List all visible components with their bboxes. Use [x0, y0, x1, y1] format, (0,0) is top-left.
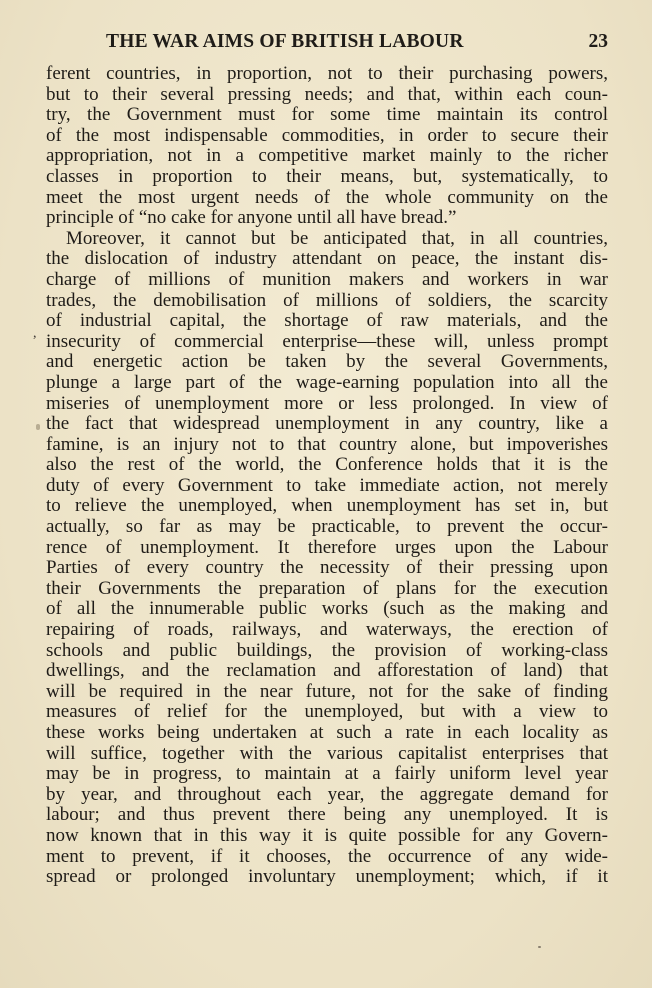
- page-number: 23: [588, 31, 608, 52]
- text-line: Moreover, it cannot but be anticipated that, in all countries,: [66, 227, 608, 249]
- text-line: miseries of unemployment more or less prolonged. In view of: [46, 392, 608, 414]
- text-line: trades, the demobilisation of millions of soldiers, the scarcity: [46, 289, 608, 311]
- text-line: classes in proportion to their means, but, systematically, to: [46, 165, 608, 187]
- text-line: these works being undertaken at such a rate in each locality as: [46, 722, 608, 743]
- text-line: measures of relief for the unemployed, but with a view to: [46, 701, 608, 723]
- body-text: [46, 64, 608, 888]
- text-line: may be in progress, to maintain at a fairly uniform level year: [46, 763, 608, 785]
- text-line: famine, is an injury not to that country alone, but impoverishes: [46, 433, 608, 455]
- text-line: Parties of every country the necessity of their pressing upon: [46, 557, 608, 579]
- text-line: meet the most urgent needs of the whole community on the: [46, 186, 608, 208]
- running-title: THE WAR AIMS OF BRITISH LABOUR: [106, 31, 464, 52]
- text-line: plunge a large part of the wage-earning population into all the: [46, 371, 608, 393]
- text-line: duty of every Government to take immediate action, not merely: [46, 474, 608, 496]
- text-line: labour; and thus prevent there being any unemployed. It is: [46, 804, 608, 826]
- text-line: now known that in this way it is quite possible for any Govern-: [46, 824, 608, 846]
- text-line: spread or prolonged involuntary unemployment; which, if it: [46, 866, 608, 888]
- text-line: to relieve the unemployed, when unemployment has set in, but: [46, 495, 608, 517]
- text-line: insecurity of commercial enterprise—these will, unless prompt: [46, 330, 608, 352]
- text-line: of all the innumerable public works (such as the making and: [46, 598, 608, 620]
- paper-speck: [538, 946, 541, 948]
- text-line: try, the Government must for some time maintain its control: [46, 104, 608, 126]
- text-line: but to their several pressing needs; and that, within each coun-: [46, 83, 608, 105]
- text-line: the dislocation of industry attendant on peace, the instant dis-: [46, 248, 608, 270]
- text-line: and energetic action be taken by the several Governments,: [46, 351, 608, 373]
- text-line: actually, so far as may be practicable, to prevent the occur-: [46, 516, 608, 538]
- text-line: ment to prevent, if it chooses, the occurrence of any wide-: [46, 845, 608, 867]
- text-line: schools and public buildings, the provision of working-class: [46, 639, 608, 661]
- text-line: principle of “no cake for anyone until all have bread.”: [46, 207, 457, 229]
- text-line: dwellings, and the reclamation and afforestation of land) that: [46, 660, 608, 682]
- text-line: by year, and throughout each year, the aggregate demand for: [46, 783, 608, 805]
- text-line: of industrial capital, the shortage of raw materials, and the: [46, 310, 608, 332]
- text-line: also the rest of the world, the Conference holds that it is the: [46, 454, 608, 476]
- text-line: their Governments the preparation of plans for the execution: [46, 577, 608, 599]
- text-line: will suffice, together with the various capitalist enterprises that: [46, 742, 608, 764]
- text-line: appropriation, not in a competitive market mainly to the richer: [46, 145, 608, 167]
- paper-stain: [36, 424, 40, 430]
- text-line: rence of unemployment. It therefore urges upon the Labour: [46, 536, 608, 558]
- running-head: [46, 31, 608, 55]
- text-line: will be required in the near future, not for the sake of finding: [46, 680, 608, 702]
- text-line: the fact that widespread unemployment in any country, like a: [46, 413, 608, 435]
- text-line: of the most indispensable commodities, in order to secure their: [46, 124, 608, 146]
- text-line: ferent countries, in proportion, not to their purchasing powers,: [46, 63, 608, 84]
- margin-mark: ,: [33, 326, 37, 341]
- text-line: charge of millions of munition makers and workers in war: [46, 268, 608, 290]
- text-line: repairing of roads, railways, and waterways, the erection of: [46, 619, 608, 641]
